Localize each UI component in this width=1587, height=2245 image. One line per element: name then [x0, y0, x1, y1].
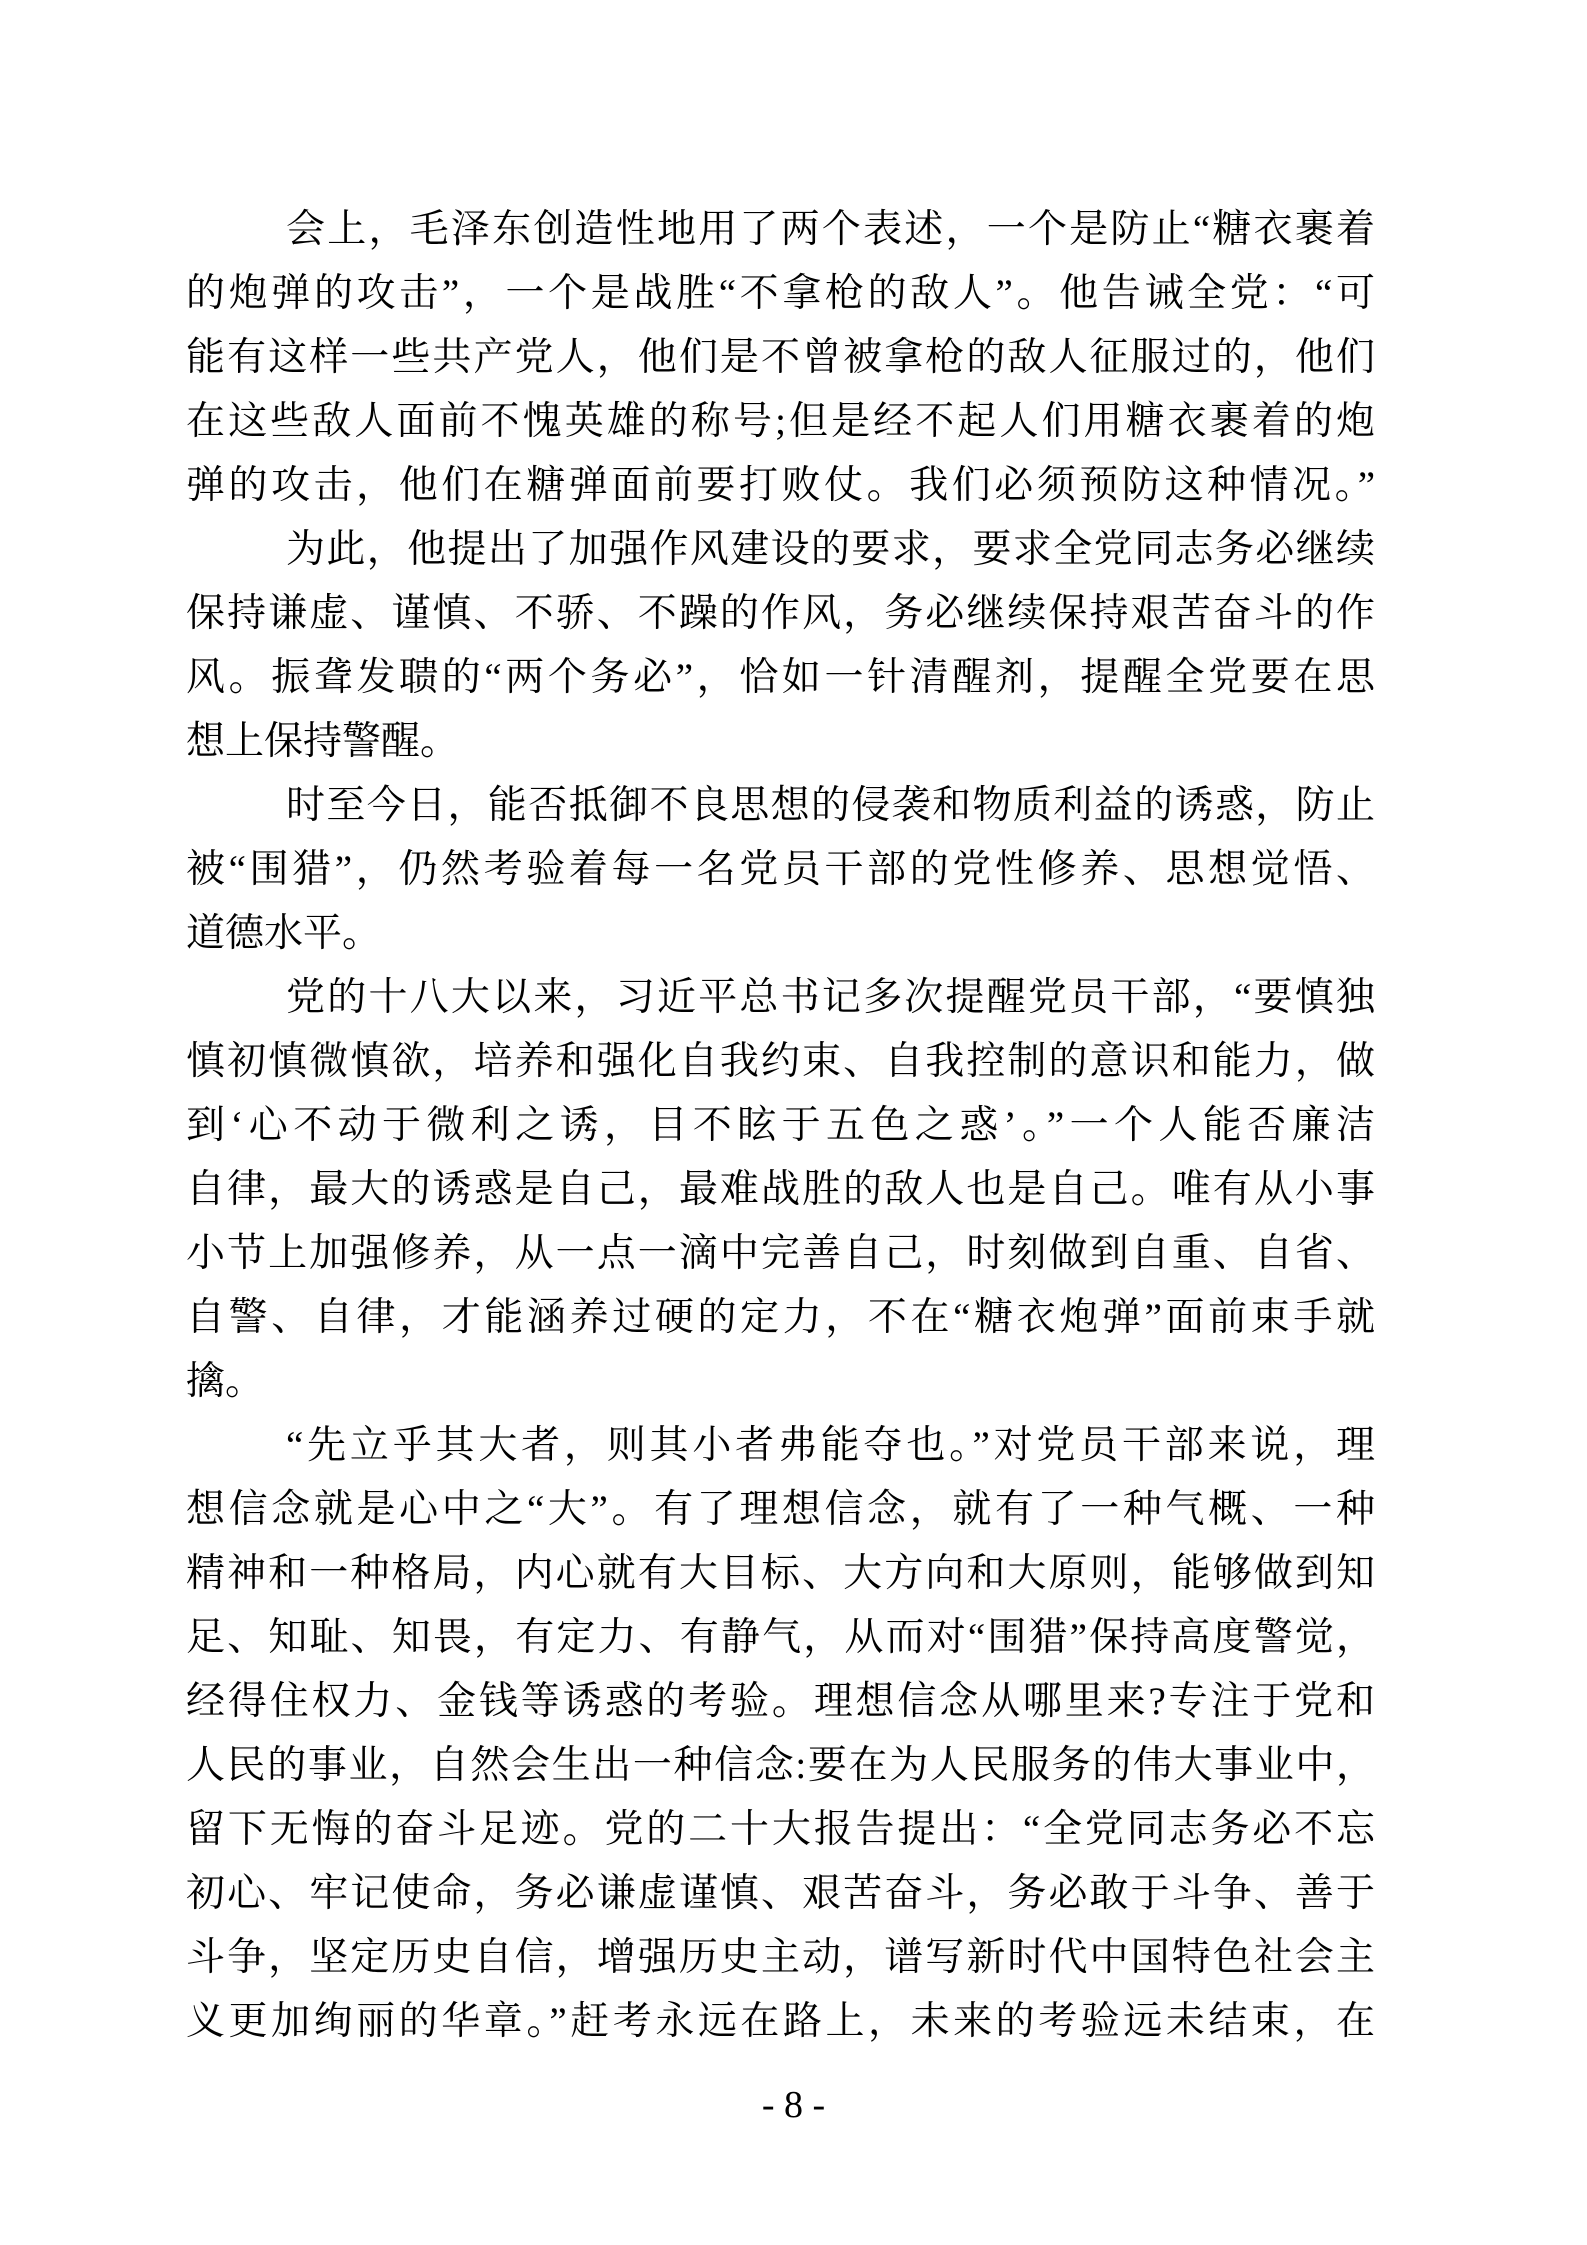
- text-line: 人民的事业，自然会生出一种信念:要在为人民服务的伟大事业中，: [186, 1744, 1375, 1787]
- text-line: 精神和一种格局，内心就有大目标、大方向和大原则，能够做到知: [186, 1552, 1375, 1595]
- text-line: 风。振聋发聩的“两个务必”，恰如一针清醒剂，提醒全党要在思: [186, 656, 1375, 699]
- page-number: - 8 -: [761, 2084, 826, 2126]
- text-line: 足、知耻、知畏，有定力、有静气，从而对“围猎”保持高度警觉，: [186, 1616, 1375, 1659]
- text-line: 经得住权力、金钱等诱惑的考验。理想信念从哪里来?专注于党和: [186, 1680, 1375, 1723]
- text-line: 在这些敌人面前不愧英雄的称号;但是经不起人们用糖衣裹着的炮: [186, 400, 1375, 443]
- text-block: [186, 198, 1375, 2054]
- text-line: “先立乎其大者，则其小者弗能夺也。”对党员干部来说，理: [286, 1424, 1375, 1467]
- text-line: 被“围猎”，仍然考验着每一名党员干部的党性修养、思想觉悟、: [186, 848, 1375, 891]
- text-line: 时至今日，能否抵御不良思想的侵袭和物质利益的诱惑，防止: [286, 784, 1375, 827]
- text-line: 义更加绚丽的华章。”赶考永远在路上，未来的考验远未结束，在: [186, 2000, 1375, 2043]
- text-line: 能有这样一些共产党人，他们是不曾被拿枪的敌人征服过的，他们: [186, 336, 1375, 379]
- text-line: 为此，他提出了加强作风建设的要求，要求全党同志务必继续: [286, 528, 1375, 571]
- text-line: 到‘心不动于微利之诱，目不眩于五色之惑’。”一个人能否廉洁: [186, 1104, 1375, 1147]
- text-line: 会上，毛泽东创造性地用了两个表述，一个是防止“糖衣裹着: [286, 208, 1375, 251]
- text-line: 保持谦虚、谨慎、不骄、不躁的作风，务必继续保持艰苦奋斗的作: [186, 592, 1375, 635]
- text-line: 道德水平。: [186, 912, 382, 955]
- text-line: 初心、牢记使命，务必谦虚谨慎、艰苦奋斗，务必敢于斗争、善于: [186, 1872, 1375, 1915]
- text-line: 弹的攻击，他们在糖弹面前要打败仗。我们必须预防这种情况。”: [186, 464, 1375, 507]
- text-line: 慎初慎微慎欲，培养和强化自我约束、自我控制的意识和能力，做: [186, 1040, 1375, 1083]
- text-line: 留下无悔的奋斗足迹。党的二十大报告提出：“全党同志务必不忘: [186, 1808, 1375, 1851]
- text-line: 斗争，坚定历史自信，增强历史主动，谱写新时代中国特色社会主: [186, 1936, 1375, 1979]
- text-line: 想上保持警醒。: [186, 720, 460, 763]
- text-line: 小节上加强修养，从一点一滴中完善自己，时刻做到自重、自省、: [186, 1232, 1375, 1275]
- text-line: 党的十八大以来，习近平总书记多次提醒党员干部，“要慎独: [286, 976, 1375, 1019]
- text-line: 自警、自律，才能涵养过硬的定力，不在“糖衣炮弹”面前束手就: [186, 1296, 1375, 1339]
- text-line: 想信念就是心中之“大”。有了理想信念，就有了一种气概、一种: [186, 1488, 1375, 1531]
- text-line: 自律，最大的诱惑是自己，最难战胜的敌人也是自己。唯有从小事: [186, 1168, 1375, 1211]
- text-line: 的炮弹的攻击”，一个是战胜“不拿枪的敌人”。他告诫全党：“可: [186, 272, 1375, 315]
- text-line: 擒。: [186, 1360, 265, 1403]
